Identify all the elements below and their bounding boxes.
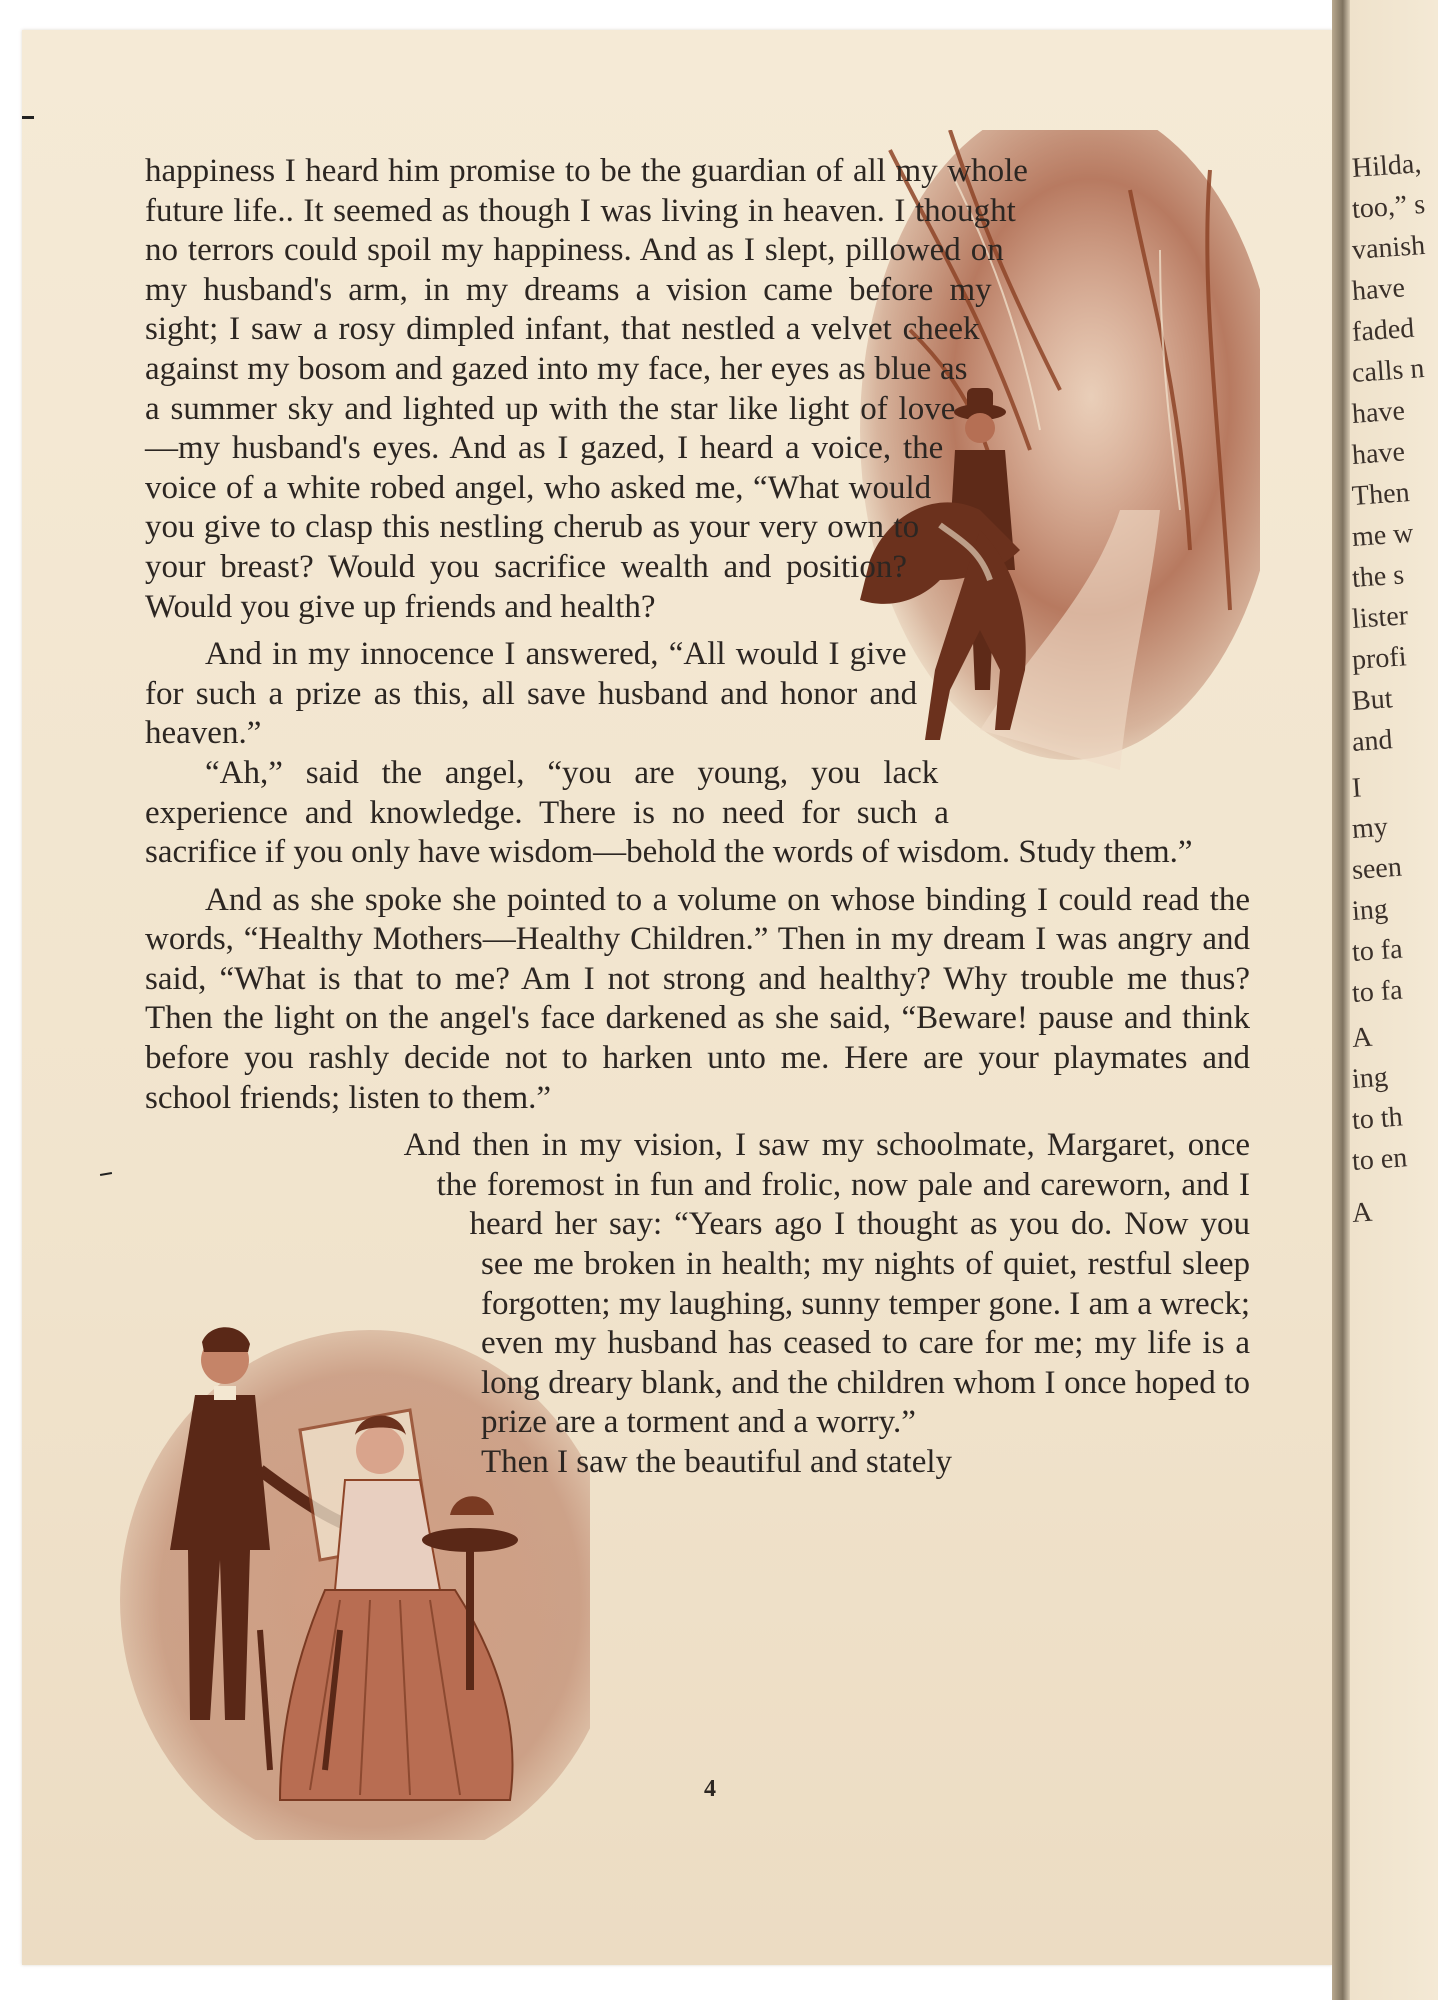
adjacent-page-fragment: have: [1350, 395, 1406, 430]
paragraph: And as she spoke she pointed to a volume on whose binding I could read the words, “Healthy Mothers—Healthy Children.” Then in my dream I was angry and said, “What is that to me? Am I not strong and healthy? Why trouble me thus? Then the light on the angel's face darkened as she said, “Beware! pause and think before you rashly decide not to harken unto me. Here are your playmates and school friends; listen to them.”: [145, 881, 1250, 1116]
adjacent-page-fragment: seen: [1350, 851, 1403, 886]
book-gutter: [1332, 0, 1350, 2000]
adjacent-page-fragment: A: [1350, 1196, 1374, 1229]
adjacent-page-fragment: me w: [1350, 517, 1415, 553]
paragraph: And then in my vision, I saw my schoolmate, Margaret, once the foremost in fun and frolic, now pale and careworn, and I heard her say: “Years ago I thought as you do. Now you see me broken in health; my nights of quiet, restful sleep forgotten; my laughing, sunny temper gone. I am a wreck; even my husband has ceased to care for me; my life is a long dreary blank, and the children whom I once hoped to prize are a torment and a worry.”: [403, 1127, 1250, 1441]
paragraph: happiness I heard him promise to be the guardian of all my whole future life.. It seemed as though I was living in heaven. I thought no terrors could spoil my happiness. And as I slept, pillowed on my husband's arm, in my dreams a vision came before my sight; I saw a rosy dimpled infant, that nestled a velvet cheek against my bosom and gazed into my face, her eyes as blue as a summer sky and lighted up with the star like light of love—my husband's eyes. And as I gazed, I heard a voice, the voice of a white robed angel, who asked me, “What would you give to clasp this nestling cherub as your very own to your breast? Would you sacrifice wealth and position? Would you give up friends and health?: [145, 153, 1028, 625]
adjacent-page-fragment: calls n: [1350, 352, 1426, 389]
adjacent-page-fragment: vanish: [1350, 229, 1427, 266]
paragraph: And in my innocence I answered, “All would I give for such a prize as this, all save husband and honor and heaven.”: [145, 636, 918, 752]
adjacent-page-fragment: have: [1350, 436, 1406, 471]
adjacent-page-fragment: I: [1350, 772, 1363, 804]
adjacent-page-fragment: lister: [1350, 600, 1410, 635]
page-body-text: [145, 152, 1250, 1663]
adjacent-page-fragment: too,” s: [1350, 188, 1427, 225]
adjacent-page-fragment: to en: [1350, 1142, 1409, 1177]
adjacent-page-fragment: the s: [1350, 559, 1406, 594]
adjacent-page-fragment: to th: [1350, 1101, 1404, 1136]
adjacent-page-fragment: to fa: [1350, 933, 1404, 968]
adjacent-page-fragment: Hilda,: [1350, 148, 1423, 184]
page-number: 4: [704, 1776, 716, 1802]
adjacent-page-fragment: and: [1350, 724, 1394, 758]
adjacent-page-fragment: A: [1350, 1021, 1374, 1054]
adjacent-page-fragment: have: [1350, 272, 1406, 307]
adjacent-page-fragment: ing: [1350, 1061, 1389, 1095]
adjacent-page-fragment: ing: [1350, 893, 1389, 927]
paragraph: Then I saw the beautiful and stately: [481, 1444, 953, 1480]
adjacent-page-fragment: to fa: [1350, 974, 1404, 1009]
adjacent-page-fragment: But: [1350, 683, 1394, 717]
crop-mark: [22, 116, 34, 119]
adjacent-page-fragment: profi: [1350, 641, 1408, 676]
adjacent-page-fragment: faded: [1350, 312, 1416, 348]
adjacent-page-fragment: my: [1350, 811, 1389, 845]
adjacent-page-fragment: Then: [1350, 477, 1411, 512]
paragraph: “Ah,” said the angel, “you are young, you lack experience and knowledge. There is no need for such a sacrifice if you only have wisdom—behold the words of wisdom. Study them.”: [145, 754, 1193, 871]
